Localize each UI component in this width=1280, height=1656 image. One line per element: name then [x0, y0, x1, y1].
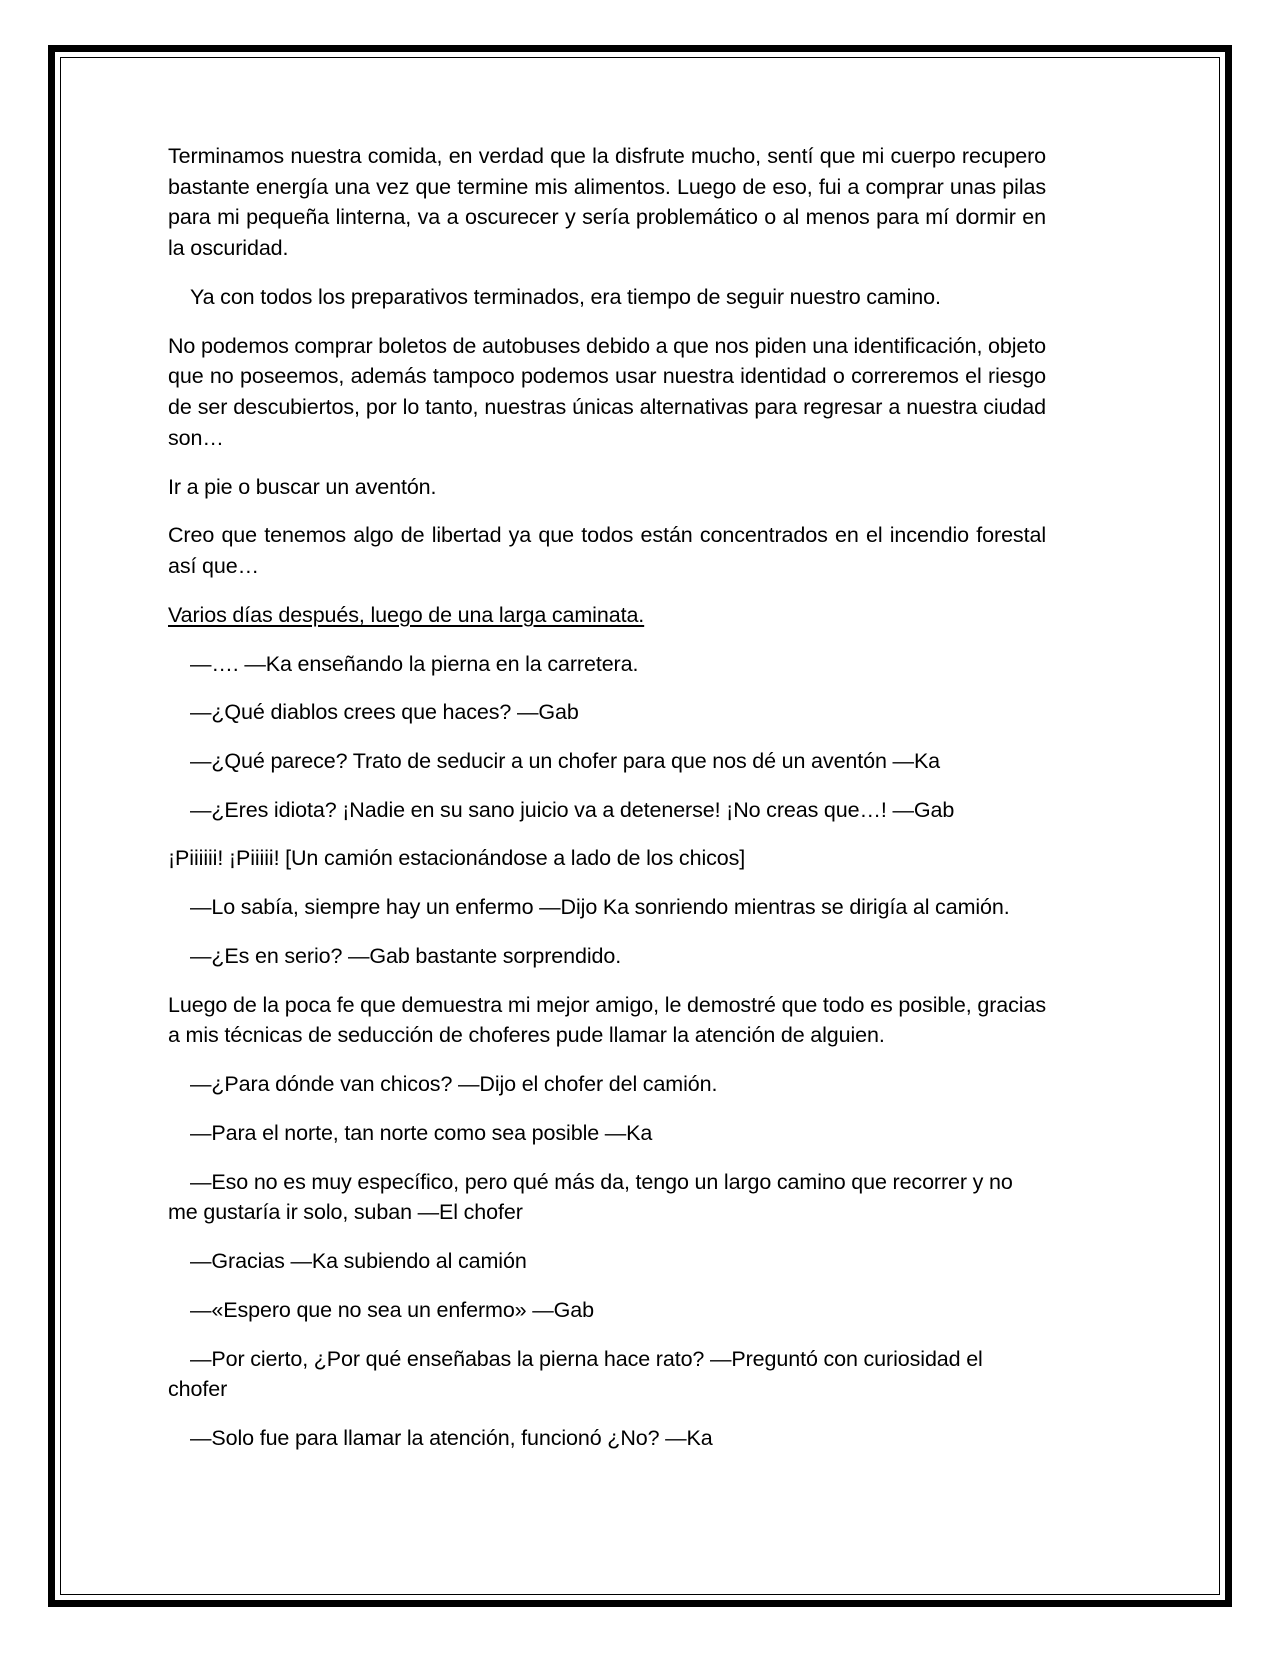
dialogue-line: —Lo sabía, siempre hay un enfermo —Dijo Ka sonriendo mientras se dirigía al camión.: [190, 895, 1010, 920]
paragraph: Ya con todos los preparativos terminados, era tiempo de seguir nuestro camino.: [190, 284, 941, 309]
paragraph: Luego de la poca fe que demuestra mi mejor amigo, le demostré que todo es posible, gracias a mis técnicas de seducción de choferes pude llamar la atención de alguien.: [168, 992, 1046, 1048]
sound-effect-line: ¡Piiiiii! ¡Piiiii! [Un camión estacionándose a lado de los chicos]: [168, 846, 746, 871]
page-border-outer: [48, 45, 1232, 1607]
dialogue-line: —¿Eres idiota? ¡Nadie en su sano juicio va a detenerse! ¡No creas que…! —Gab: [190, 797, 955, 822]
dialogue-line: —¿Qué parece? Trato de seducir a un chofer para que nos dé un aventón —Ka: [190, 749, 941, 774]
dialogue-line: —Gracias —Ka subiendo al camión: [190, 1249, 527, 1274]
dialogue-line: —Por cierto, ¿Por qué enseñabas la pierna hace rato? —Preguntó con curiosidad el chofer: [168, 1346, 983, 1402]
page-border-inner: [60, 57, 1220, 1595]
dialogue-line: —Para el norte, tan norte como sea posible —Ka: [190, 1120, 653, 1145]
paragraph: Terminamos nuestra comida, en verdad que la disfrute mucho, sentí que mi cuerpo recupero bastante energía una vez que termine mis alimentos. Luego de eso, fui a comprar unas pilas para mi pequeña linterna, va a oscurecer y sería problemático o al menos para mí dormir en la oscuridad.: [168, 144, 1046, 261]
paragraph: Ir a pie o buscar un aventón.: [168, 474, 437, 499]
dialogue-line: —Eso no es muy específico, pero qué más da, tengo un largo camino que recorrer y no me gustaría ir solo, suban —El chofer: [168, 1169, 1013, 1225]
scene-heading-text: Varios días después, luego de una larga caminata.: [168, 602, 645, 627]
paragraph: Creo que tenemos algo de libertad ya que todos están concentrados en el incendio forestal así que…: [168, 523, 1046, 579]
dialogue-line: —¿Qué diablos crees que haces? —Gab: [190, 700, 579, 725]
document-text-column: [168, 141, 1046, 1454]
dialogue-line: —¿Es en serio? —Gab bastante sorprendido.: [190, 943, 622, 968]
dialogue-line: —«Espero que no sea un enfermo» —Gab: [190, 1297, 594, 1322]
paragraph: No podemos comprar boletos de autobuses debido a que nos piden una identificación, objeto que no poseemos, además tampoco podemos usar nuestra identidad o correremos el riesgo de ser descubiertos, por lo tanto, nuestras únicas alternativas para regresar a nuestra ciudad son…: [168, 333, 1046, 450]
dialogue-line: —¿Para dónde van chicos? —Dijo el chofer del camión.: [190, 1072, 718, 1097]
dialogue-line: —Solo fue para llamar la atención, funcionó ¿No? —Ka: [190, 1426, 713, 1451]
scene-heading: [168, 600, 1046, 631]
dialogue-line: —…. —Ka enseñando la pierna en la carretera.: [190, 651, 639, 676]
